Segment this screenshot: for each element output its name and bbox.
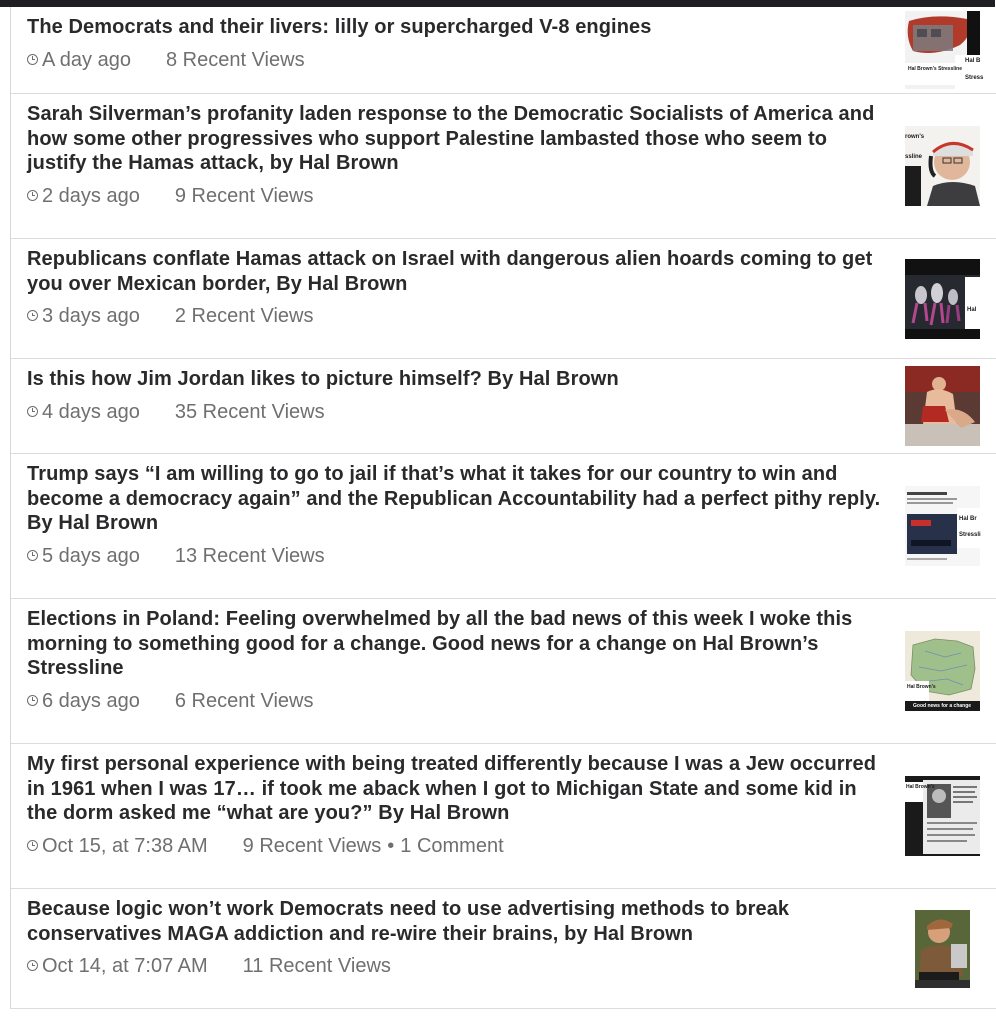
post-time: 4 days ago (42, 400, 140, 423)
post-thumbnail[interactable] (905, 259, 980, 339)
clock-icon (27, 550, 38, 561)
post-views: 6 Recent Views (174, 689, 314, 712)
thumb-caption: Stress (965, 75, 984, 81)
post-meta (27, 835, 886, 858)
post-title[interactable]: Because logic won’t work Democrats need to use advertising methods to break conservatives MAGA addiction and re-wire their brains, by Hal Brown (27, 898, 790, 945)
post-meta (27, 185, 886, 208)
post-views: 9 Recent Views (174, 184, 314, 207)
clock-icon (27, 54, 38, 65)
post-item[interactable] (11, 94, 996, 239)
post-thumbnail[interactable] (905, 366, 980, 446)
thumb-caption: Hal Brown's (907, 684, 936, 690)
advertising-poster-image (915, 910, 970, 988)
clock-icon (27, 695, 38, 706)
post-views: 35 Recent Views (174, 400, 325, 423)
post-views: 11 Recent Views (242, 955, 391, 977)
thumb-caption: ssline (905, 154, 923, 160)
post-views: 13 Recent Views (174, 544, 325, 567)
post-thumbnail[interactable] (905, 11, 984, 89)
aliens-image (905, 259, 980, 339)
post-thumbnail[interactable] (905, 631, 980, 711)
post-title[interactable]: Elections in Poland: Feeling overwhelmed by all the bad news of this week I woke this morning to something good for a change. Good news for a change on Hal Brown’s Stressline (27, 608, 853, 679)
clock-icon (27, 406, 38, 417)
post-views: 9 Recent Views (242, 834, 382, 857)
post-meta (27, 401, 886, 424)
post-title[interactable]: My first personal experience with being treated differently because I was a Jew occurred in 1961 when I was 17… if took me aback when I got to Michigan State and some kid in the dorm asked me “what are you?” By Hal Brown (27, 753, 877, 824)
post-item[interactable] (11, 744, 996, 889)
post-item[interactable] (11, 359, 996, 454)
post-title[interactable]: The Democrats and their livers: lilly or supercharged V-8 engines (27, 16, 652, 38)
post-item[interactable] (11, 889, 996, 1009)
post-title[interactable]: Is this how Jim Jordan likes to picture himself? By Hal Brown (27, 368, 619, 390)
post-meta (27, 955, 886, 978)
post-views: 8 Recent Views (165, 48, 305, 71)
post-time: 5 days ago (42, 544, 140, 567)
wrestling-image (905, 366, 980, 446)
post-item[interactable] (11, 454, 996, 599)
clock-icon (27, 840, 38, 851)
top-status-bar (0, 0, 995, 7)
post-thumbnail[interactable] (905, 486, 980, 566)
post-item[interactable] (11, 7, 996, 94)
thumb-caption: Hal (967, 306, 977, 313)
thumb-caption: Hal B (965, 58, 981, 64)
post-list (10, 7, 996, 1009)
post-views: 2 Recent Views (174, 305, 314, 327)
thumb-caption: Hal Br (959, 516, 977, 522)
post-thumbnail[interactable] (915, 910, 970, 988)
thumb-caption: rown's (905, 134, 925, 140)
post-time: Oct 14, at 7:07 AM (42, 955, 208, 977)
post-title[interactable]: Republicans conflate Hamas attack on Israel with dangerous alien hoards coming to get you over Mexican border, By Hal Brown (27, 248, 873, 295)
thumb-caption: Hal Brown's (906, 784, 935, 790)
thumb-caption: Stressli (959, 532, 981, 538)
post-item[interactable] (11, 599, 996, 744)
post-thumbnail[interactable] (905, 776, 980, 856)
post-time: 2 days ago (42, 184, 140, 207)
meta-separator: • (387, 834, 395, 857)
tweet-screenshot-image (905, 486, 980, 566)
post-item[interactable] (11, 239, 996, 359)
post-time: 3 days ago (42, 305, 140, 327)
poland-map-image (905, 631, 980, 711)
post-time: A day ago (42, 48, 131, 71)
post-time: 6 days ago (42, 689, 140, 712)
post-title[interactable]: Sarah Silverman’s profanity laden response to the Democratic Socialists of America and how some other progressives who support Palestine lambasted those who seem to justify the Hamas attack, by Hal Brown (27, 103, 875, 174)
post-thumbnail[interactable] (905, 126, 980, 206)
clock-icon (27, 960, 38, 971)
clock-icon (27, 310, 38, 321)
post-comments[interactable]: 1 Comment (400, 834, 504, 857)
thumb-caption: Hal Brown's Stressline (908, 66, 962, 72)
post-meta (27, 49, 886, 72)
post-meta (27, 690, 886, 713)
post-meta (27, 305, 886, 328)
post-title[interactable]: Trump says “I am willing to go to jail if that’s what it takes for our country to win and become a democracy again” and the Republican Accountability had a perfect pithy reply. By Hal Brown (27, 463, 881, 534)
post-time: Oct 15, at 7:38 AM (42, 834, 208, 857)
thumb-caption: Good news for a change (913, 703, 972, 709)
post-meta (27, 545, 886, 568)
clock-icon (27, 190, 38, 201)
